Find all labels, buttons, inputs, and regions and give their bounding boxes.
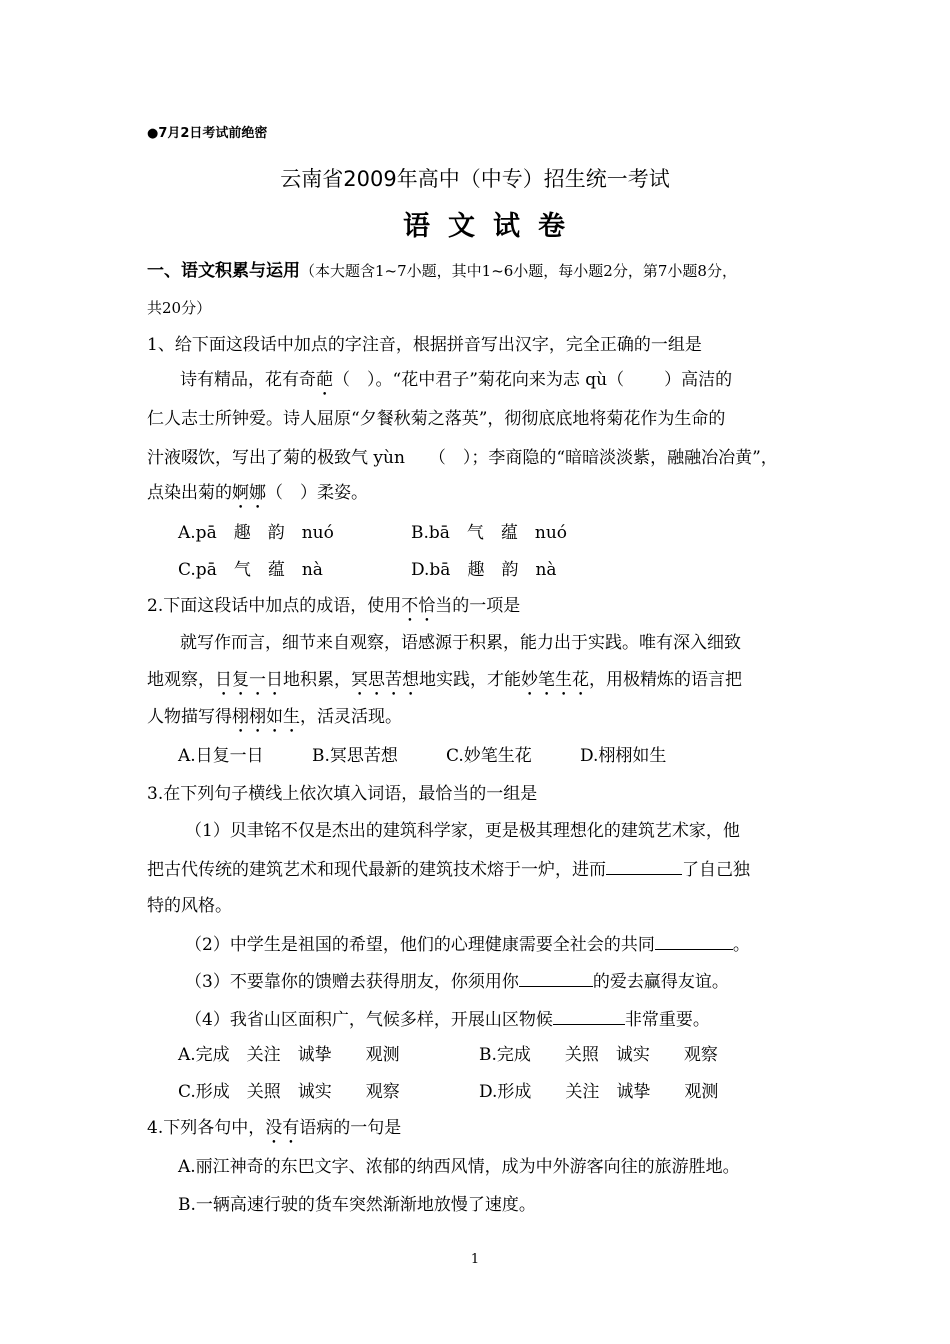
option-a: A.日复一日 (178, 746, 264, 766)
q1-passage-line: 仁人志士所钟爱。诗人屈原“夕餐秋菊之落英”，彻彻底底地将菊花作为生命的 (147, 409, 726, 429)
section-title: 一、语文积累与运用 (147, 261, 300, 281)
q3-options-row (178, 1043, 718, 1067)
text: 地积累， (283, 670, 351, 690)
dotted-idiom: 栩栩如生 (232, 707, 300, 727)
text: 地观察， (147, 670, 215, 690)
dotted-idiom: 冥思苦想 (351, 670, 419, 690)
page-number: 1 (470, 1252, 480, 1267)
option-d: D.栩栩如生 (580, 746, 667, 766)
q3-options-row (178, 1080, 718, 1104)
q3-sentence-1-cont (147, 856, 750, 882)
option-b: B.bā 气 蕴 nuó (411, 523, 568, 543)
text: 2.下面这段话中加点的成语，使用 (147, 596, 402, 616)
q3-sentence-3 (185, 968, 729, 994)
text: （ ）。“花中君子”菊花向来为志 qù（ (333, 370, 625, 390)
q2-passage-line: 就写作而言，细节来自观察，语感源于积累，能力出于实践。唯有深入细致 (180, 633, 741, 653)
text: 汁液啜饮，写出了菊的极致气 yùn (147, 448, 405, 468)
q3-sentence-2 (185, 931, 750, 957)
q4-option-a: A.丽江神奇的东巴文字、浓郁的纳西风情，成为中外游客向往的旅游胜地。 (178, 1157, 740, 1177)
option-c: C.妙笔生花 (446, 746, 532, 766)
dotted-idiom: 日复一日 (215, 670, 283, 690)
q1-options-row (178, 558, 557, 582)
text: 了自己独 (682, 860, 750, 880)
text: 当的一项是 (435, 596, 521, 616)
q1-passage-line (147, 446, 778, 470)
text: 把古代传统的建筑艺术和现代最新的建筑技术熔于一炉，进而 (147, 860, 606, 880)
dotted-word: 婀娜 (232, 483, 266, 503)
q2-passage-line (147, 668, 742, 700)
text: 语病的一句是 (299, 1118, 402, 1138)
fill-blank-line (519, 968, 593, 987)
q1-passage-line (180, 368, 732, 400)
dotted-char: 葩 (316, 370, 333, 390)
option-d: D.形成 关注 诚挚 观测 (479, 1082, 719, 1102)
q3-stem: 3.在下列句子横线上依次填入词语，最恰当的一组是 (147, 784, 538, 804)
text: （ ）柔姿。 (266, 483, 368, 503)
text: 人物描写得 (147, 707, 232, 727)
q1-options-row (178, 521, 567, 545)
text: （3）不要靠你的馈赠去获得朋友，你须用你 (185, 972, 519, 992)
q4-option-b: B.一辆高速行驶的货车突然渐渐地放慢了速度。 (178, 1195, 536, 1215)
text: （4）我省山区面积广，气候多样，开展山区物候 (185, 1010, 553, 1030)
option-c: C.pā 气 蕴 nà (178, 560, 323, 580)
section-heading (147, 259, 737, 283)
q2-options-row (178, 744, 666, 768)
q4-stem (147, 1116, 401, 1148)
q3-sentence-4 (185, 1006, 710, 1032)
text: 诗有精品，花有奇 (180, 370, 316, 390)
text: （ ）；李商隐的“暗暗淡淡紫，融融冶冶黄”， (428, 448, 778, 468)
option-a: A.完成 关注 诚挚 观测 (178, 1045, 400, 1065)
dotted-word: 不恰 (401, 596, 436, 616)
q2-stem (147, 594, 520, 626)
text: ，活灵活现。 (300, 707, 402, 727)
section-note: （本大题含1~7小题，其中1~6小题，每小题2分，第7小题8分， (300, 262, 737, 280)
dotted-word: 没有 (265, 1118, 300, 1138)
text: （2）中学生是祖国的希望，他们的心理健康需要全社会的共同 (185, 935, 655, 955)
fill-blank-line (655, 931, 733, 950)
q3-sentence-1: （1）贝聿铭不仅是杰出的建筑科学家，更是极其理想化的建筑艺术家，他 (185, 821, 740, 841)
option-d: D.bā 趣 韵 nà (411, 560, 557, 580)
section-note-cont: 共20分） (147, 299, 212, 317)
text: 。 (732, 935, 750, 955)
option-b: B.冥思苦想 (312, 746, 398, 766)
q3-sentence-1-end: 特的风格。 (147, 896, 232, 916)
text: ）高洁的 (664, 370, 733, 390)
text: 4.下列各句中， (147, 1118, 266, 1138)
option-b: B.完成 关照 诚实 观察 (479, 1045, 718, 1065)
text: 地实践，才能 (419, 670, 521, 690)
text: ，用极精炼的语言把 (589, 670, 742, 690)
q1-passage-line (147, 481, 368, 513)
confidential-notice: ●7月2日考试前绝密 (147, 126, 268, 141)
exam-title: 云南省2009年高中（中专）招生统一考试 (280, 167, 670, 191)
q2-passage-line (147, 705, 402, 737)
text: 点染出菊的 (147, 483, 232, 503)
dotted-idiom: 妙笔生花 (521, 670, 589, 690)
q1-stem: 1、给下面这段话中加点的字注音，根据拼音写出汉字，完全正确的一组是 (147, 335, 702, 355)
paper-title: 语文试卷 (403, 211, 583, 242)
text: 非常重要。 (624, 1010, 710, 1030)
option-c: C.形成 关照 诚实 观察 (178, 1082, 400, 1102)
fill-blank-line (553, 1006, 625, 1025)
fill-blank-line (606, 856, 682, 875)
option-a: A.pā 趣 韵 nuó (178, 523, 334, 543)
text: 的爱去赢得友谊。 (592, 972, 729, 992)
